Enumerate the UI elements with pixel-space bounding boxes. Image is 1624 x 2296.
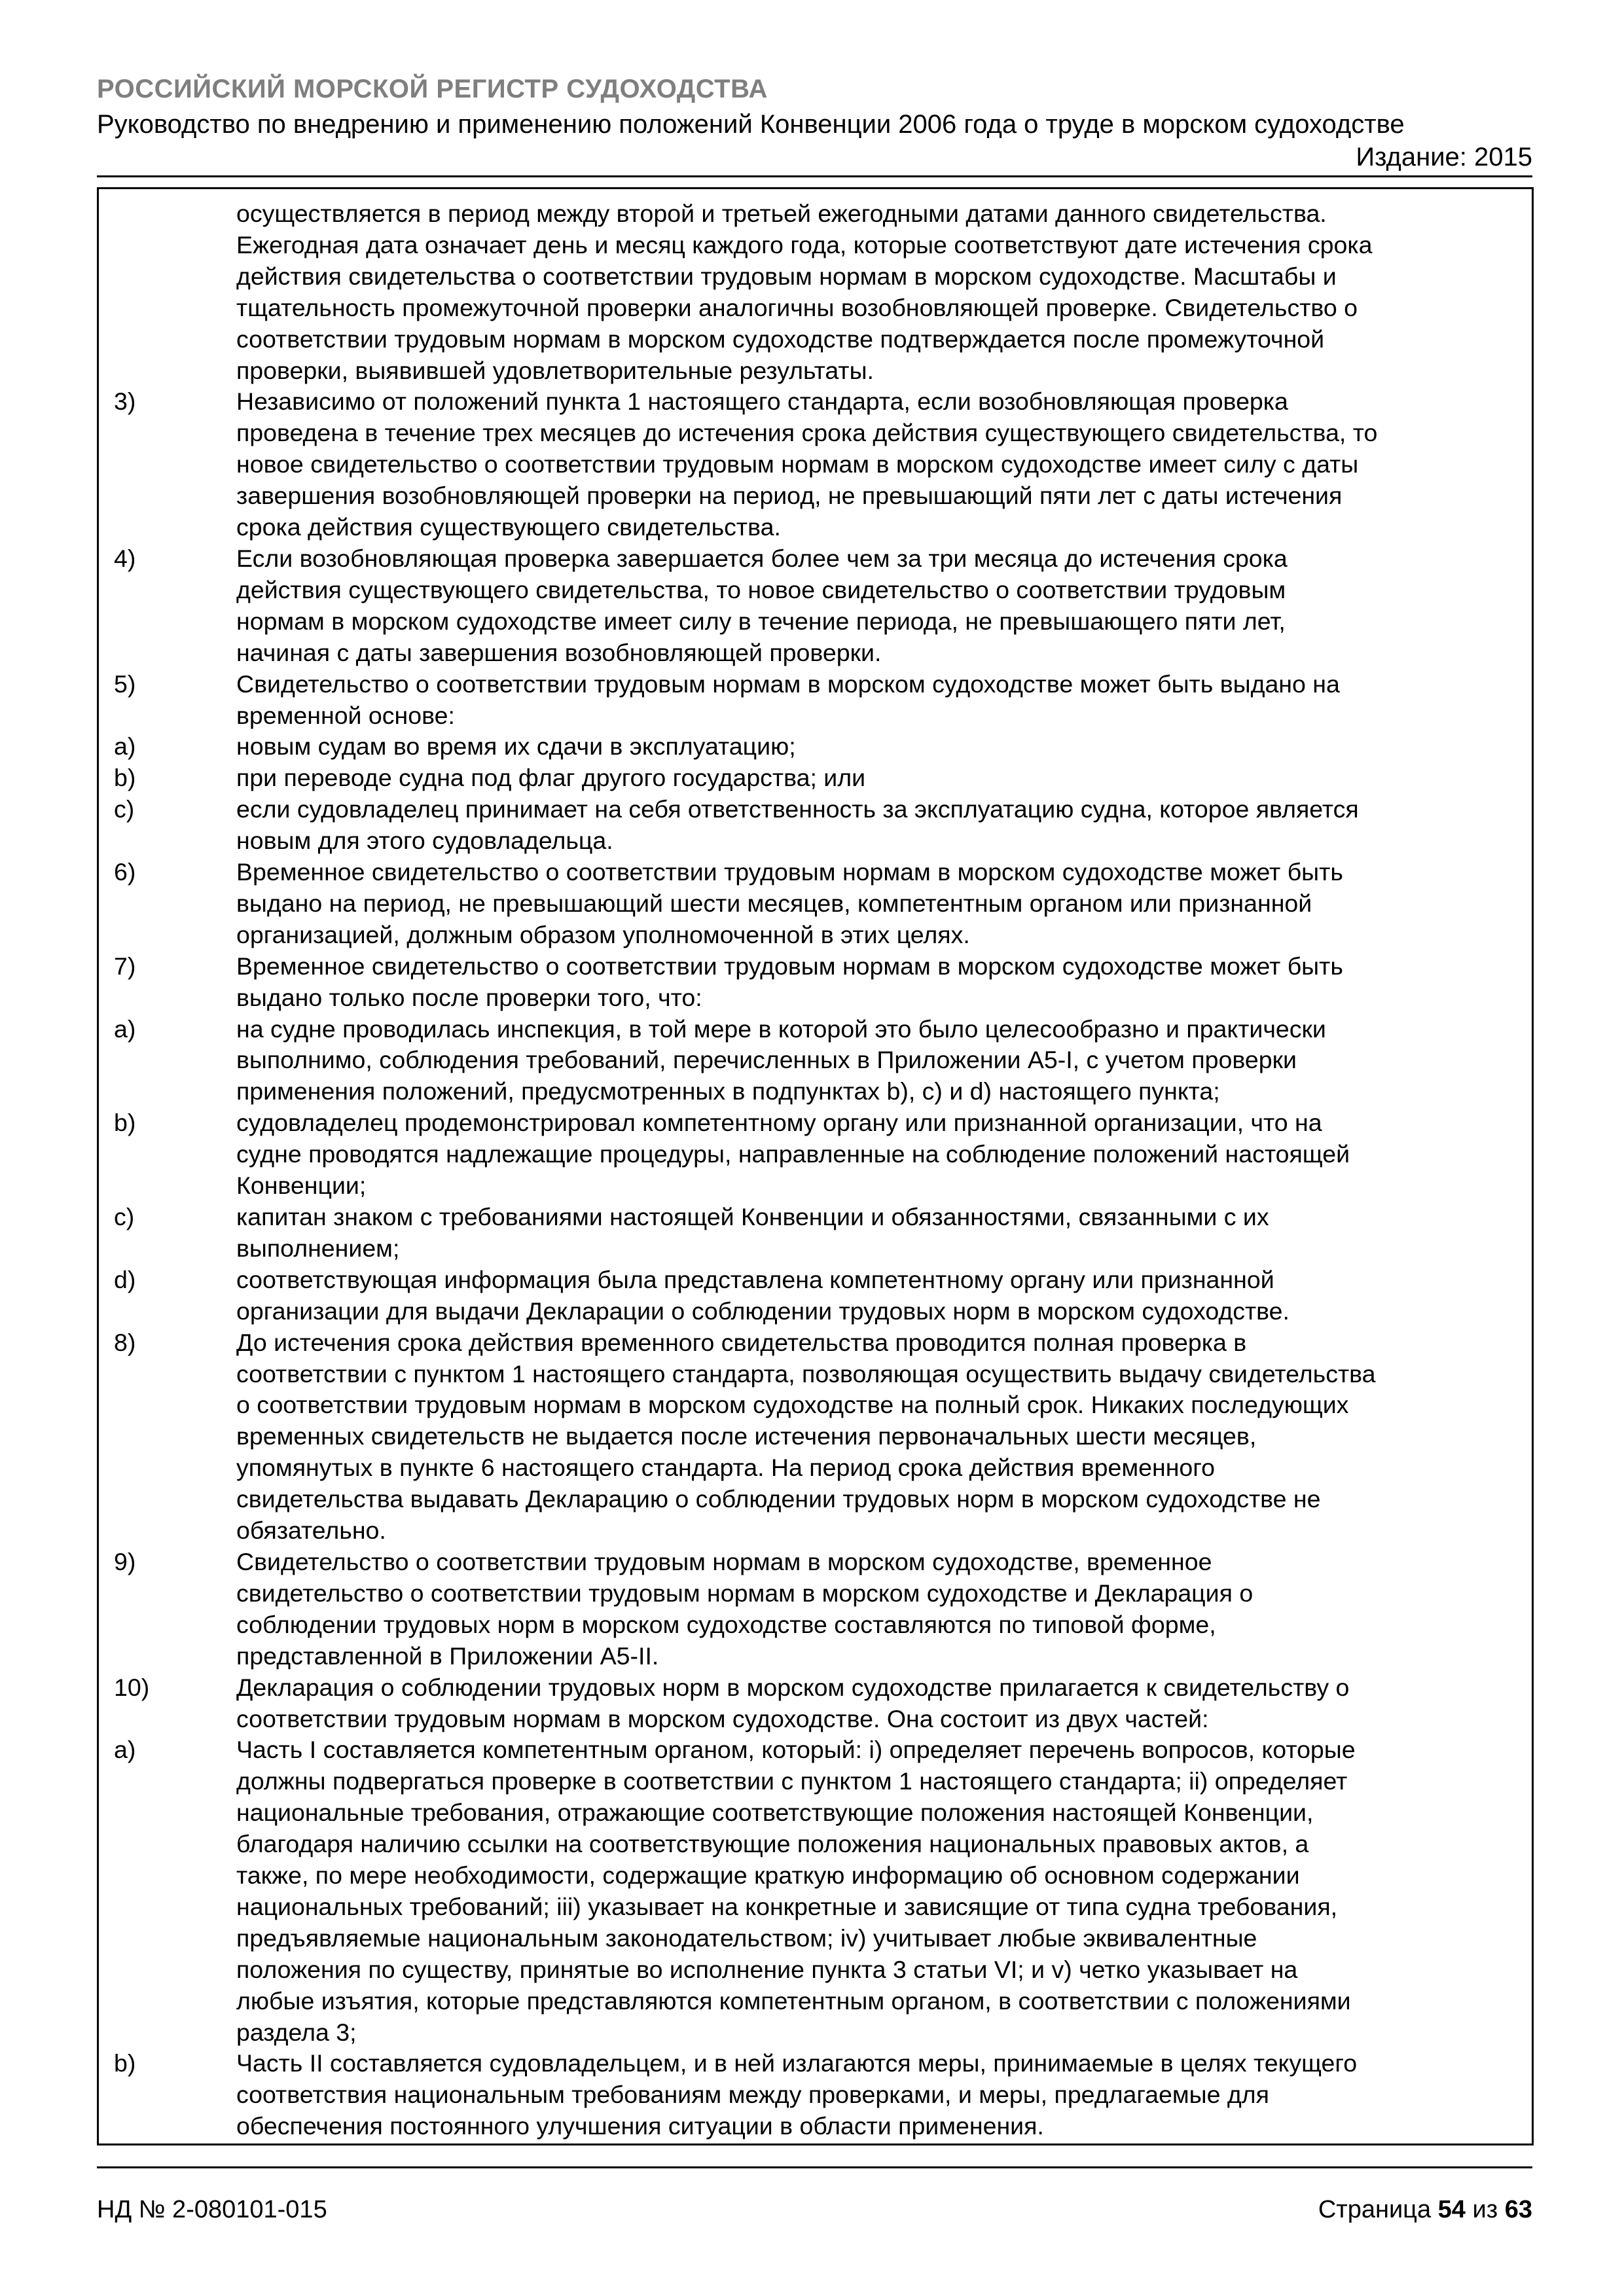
list-item bbox=[114, 2048, 1515, 2142]
text-line: Свидетельство о соответствии трудовым нормам в морском судоходстве, временное bbox=[236, 1547, 1212, 1575]
text-line: соответствии трудовым нормам в морском судоходстве подтверждается после промежуточной bbox=[236, 325, 1325, 353]
text-line: обеспечения постоянного улучшения ситуации в области применения. bbox=[236, 2112, 1044, 2140]
text-line: национальных требований; iii) указывает на конкретные и зависящие от типа судна требования, bbox=[236, 1892, 1338, 1920]
list-item bbox=[114, 1202, 1515, 1265]
text-line: организации для выдачи Декларации о соблюдении трудовых норм в морском судоходстве. bbox=[236, 1297, 1290, 1325]
list-item bbox=[114, 1672, 1515, 1735]
document-id: НД № 2-080101-015 bbox=[97, 2196, 327, 2223]
item-number: 3) bbox=[114, 387, 136, 416]
text-line: новым судам во время их сдачи в эксплуатацию; bbox=[236, 732, 796, 761]
text-line: До истечения срока действия временного свидетельства проводится полная проверка в bbox=[236, 1328, 1247, 1356]
list-item bbox=[114, 1265, 1515, 1327]
page-total: 63 bbox=[1504, 2196, 1532, 2223]
text-line: осуществляется в период между второй и третьей ежегодными датами данного свидетельства. bbox=[236, 200, 1327, 227]
text-line: соответствии с пунктом 1 настоящего стандарта, позволяющая осуществить выдачу свидетельства bbox=[236, 1359, 1376, 1388]
content-frame bbox=[97, 187, 1534, 2145]
item-number: 8) bbox=[114, 1328, 136, 1356]
text-line: Часть II составляется судовладельцем, и в ней излагаются меры, принимаемые в целях текущего bbox=[236, 2049, 1358, 2077]
item-text bbox=[236, 543, 1515, 669]
item-number: 9) bbox=[114, 1547, 136, 1575]
text-line: выдано на период, не превышающий шести месяцев, компетентным органом или признанной bbox=[236, 889, 1312, 917]
item-text bbox=[236, 1107, 1515, 1202]
text-line: выполнением; bbox=[236, 1234, 400, 1262]
text-line: при переводе судна под флаг другого государства; или bbox=[236, 764, 866, 792]
text-line: любые изъятия, которые представляются компетентным органом, в соответствии с положениями bbox=[236, 1986, 1351, 2015]
item-number: b) bbox=[114, 2049, 136, 2077]
text-line: должны подвергаться проверке в соответствии с пунктом 1 настоящего стандарта; ii) определяет bbox=[236, 1767, 1348, 1795]
text-line: национальные требования, отражающие соответствующие положения настоящей Конвенции, bbox=[236, 1799, 1314, 1827]
item-number: b) bbox=[114, 1109, 136, 1137]
list-item bbox=[114, 762, 1515, 794]
item-number: b) bbox=[114, 764, 136, 792]
footer-divider bbox=[97, 2166, 1532, 2168]
item-text bbox=[236, 731, 1515, 762]
text-line: новым для этого судовладельца. bbox=[236, 827, 613, 855]
item-text bbox=[236, 669, 1515, 732]
text-line: представленной в Приложении А5-II. bbox=[236, 1641, 659, 1670]
item-text bbox=[236, 857, 1515, 951]
text-line: проведена в течение трех месяцев до истечения срока действия существующего свидетельства, то bbox=[236, 419, 1378, 447]
text-line: судовладелец продемонстрировал компетентному органу или признанной организации, что на bbox=[236, 1109, 1322, 1137]
list-item bbox=[114, 1547, 1515, 1672]
list-item bbox=[114, 857, 1515, 951]
page-current: 54 bbox=[1437, 2196, 1466, 2223]
list-item bbox=[114, 669, 1515, 732]
list-item bbox=[114, 731, 1515, 762]
item-number: c) bbox=[114, 1203, 135, 1230]
text-line: временных свидетельств не выдается после истечения первоначальных шести месяцев, bbox=[236, 1422, 1257, 1450]
item-text bbox=[236, 1265, 1515, 1327]
text-line: положения по существу, принятые во исполнение пункта 3 статьи VI; и v) четко указывает на bbox=[236, 1955, 1298, 1983]
text-line: срока действия существующего свидетельства. bbox=[236, 513, 781, 541]
text-line: действия существующего свидетельства, то новое свидетельство о соответствии трудовым bbox=[236, 575, 1286, 603]
text-line: соответствии трудовым нормам в морском судоходстве. Она состоит из двух частей: bbox=[236, 1704, 1209, 1732]
text-line: судне проводятся надлежащие процедуры, направленные на соблюдение положений настоящей bbox=[236, 1140, 1350, 1168]
text-line: Если возобновляющая проверка завершается более чем за три месяца до истечения срока bbox=[236, 544, 1288, 572]
page-label: Страница bbox=[1318, 2196, 1432, 2223]
text-line: Временное свидетельство о соответствии трудовым нормам в морском судоходстве может быть bbox=[236, 858, 1343, 886]
list-item bbox=[114, 1107, 1515, 1202]
text-line: свидетельства выдавать Декларацию о соблюдении трудовых норм в морском судоходстве не bbox=[236, 1485, 1321, 1513]
text-line: Ежегодная дата означает день и месяц каждого года, которые соответствуют дате истечения срока bbox=[236, 230, 1373, 259]
text-line: проверки, выявившей удовлетворительные результаты. bbox=[236, 356, 874, 384]
edition-label: Издание: 2015 bbox=[1356, 143, 1532, 171]
text-line: свидетельство о соответствии трудовым нормам в морском судоходстве и Декларация о bbox=[236, 1579, 1254, 1607]
item-number: a) bbox=[114, 732, 136, 761]
list-item bbox=[114, 1734, 1515, 2048]
text-line: если судовладелец принимает на себя ответственность за эксплуатацию судна, которое является bbox=[236, 795, 1359, 823]
item-number: 4) bbox=[114, 544, 136, 572]
text-line: соответствующая информация была представлена компетентному органу или признанной bbox=[236, 1265, 1274, 1293]
item-number: 7) bbox=[114, 952, 136, 980]
content-body bbox=[114, 198, 1515, 2142]
text-line: действия свидетельства о соответствии трудовым нормам в морском судоходстве. Масштабы и bbox=[236, 262, 1337, 290]
list-item bbox=[114, 386, 1515, 543]
organization-name: РОССИЙСКИЙ МОРСКОЙ РЕГИСТР СУДОХОДСТВА bbox=[97, 75, 768, 103]
item-text bbox=[236, 2048, 1515, 2142]
item-number: 6) bbox=[114, 858, 136, 886]
text-line: Независимо от положений пункта 1 настоящего стандарта, если возобновляющая проверка bbox=[236, 387, 1288, 416]
text-line: Часть I составляется компетентным органом, который: i) определяет перечень вопросов, которые bbox=[236, 1736, 1356, 1764]
list-item bbox=[114, 794, 1515, 857]
text-line: применения положений, предусмотренных в подпунктах b), c) и d) настоящего пункта; bbox=[236, 1077, 1220, 1105]
text-line: упомянутых в пункте 6 настоящего стандарта. На период срока действия временного bbox=[236, 1454, 1216, 1482]
item-number: 5) bbox=[114, 670, 136, 698]
page-number bbox=[1318, 2195, 1532, 2225]
text-line: начиная с даты завершения возобновляющей проверки. bbox=[236, 638, 882, 666]
item-text bbox=[236, 1327, 1515, 1547]
list-item bbox=[114, 543, 1515, 669]
item-number bbox=[114, 198, 236, 386]
text-line: благодаря наличию ссылки на соответствующие положения национальных правовых актов, а bbox=[236, 1830, 1309, 1858]
text-line: раздела 3; bbox=[236, 2018, 357, 2046]
item-text bbox=[236, 1734, 1515, 2048]
text-line: завершения возобновляющей проверки на период, не превышающий пяти лет с даты истечения bbox=[236, 482, 1343, 510]
item-number: c) bbox=[114, 795, 135, 823]
header-divider bbox=[97, 175, 1532, 177]
text-line: выполнимо, соблюдения требований, перечисленных в Приложении А5-I, с учетом проверки bbox=[236, 1046, 1297, 1074]
page-header bbox=[97, 73, 1532, 173]
text-line: предъявляемые национальным законодательством; iv) учитывает любые эквивалентные bbox=[236, 1924, 1257, 1952]
item-text bbox=[236, 1672, 1515, 1735]
item-text bbox=[236, 198, 1515, 386]
text-line: Временное свидетельство о соответствии трудовым нормам в морском судоходстве может быть bbox=[236, 952, 1343, 980]
text-line: временной основе: bbox=[236, 701, 455, 729]
item-number: d) bbox=[114, 1265, 136, 1293]
list-item bbox=[114, 198, 1515, 386]
text-line: новое свидетельство о соответствии трудовым нормам в морском судоходстве имеет силу с даты bbox=[236, 450, 1359, 478]
item-text bbox=[236, 1547, 1515, 1672]
text-line: выдано только после проверки того, что: bbox=[236, 983, 702, 1011]
page-of: из bbox=[1472, 2196, 1498, 2223]
item-text bbox=[236, 1202, 1515, 1265]
list-item bbox=[114, 1327, 1515, 1547]
item-text bbox=[236, 1014, 1515, 1108]
item-text bbox=[236, 386, 1515, 543]
text-line: также, по мере необходимости, содержащие краткую информацию об основном содержании bbox=[236, 1861, 1300, 1890]
text-line: Конвенции; bbox=[236, 1172, 367, 1200]
list-item bbox=[114, 951, 1515, 1014]
text-line: организацией, должным образом уполномоченной в этих целях. bbox=[236, 920, 970, 948]
text-line: соблюдении трудовых норм в морском судоходстве составляются по типовой форме, bbox=[236, 1610, 1216, 1638]
text-line: на судне проводилась инспекция, в той мере в которой это было целесообразно и практически bbox=[236, 1014, 1326, 1043]
list-item bbox=[114, 1014, 1515, 1108]
text-line: тщательность промежуточной проверки аналогичны возобновляющей проверке. Свидетельство о bbox=[236, 293, 1358, 321]
text-line: Свидетельство о соответствии трудовым нормам в морском судоходстве может быть выдано на bbox=[236, 670, 1340, 698]
item-text bbox=[236, 951, 1515, 1014]
item-number: a) bbox=[114, 1736, 136, 1764]
document-subtitle: Руководство по внедрению и применению положений Конвенции 2006 года о труде в морском судоходстве bbox=[97, 110, 1405, 139]
text-line: обязательно. bbox=[236, 1516, 386, 1545]
text-line: нормам в морском судоходстве имеет силу в течение периода, не превышающего пяти лет, bbox=[236, 607, 1286, 635]
item-text bbox=[236, 794, 1515, 857]
text-line: соответствия национальным требованиям между проверками, и меры, предлагаемые для bbox=[236, 2081, 1269, 2109]
item-text bbox=[236, 762, 1515, 794]
text-line: Декларация о соблюдении трудовых норм в морском судоходстве прилагается к свидетельству о bbox=[236, 1673, 1350, 1701]
text-line: капитан знаком с требованиями настоящей Конвенции и обязанностями, связанными с их bbox=[236, 1203, 1269, 1230]
item-number: 10) bbox=[114, 1673, 150, 1701]
text-line: о соответствии трудовым нормам в морском судоходстве на полный срок. Никаких последующих bbox=[236, 1391, 1349, 1419]
item-number: a) bbox=[114, 1014, 136, 1043]
